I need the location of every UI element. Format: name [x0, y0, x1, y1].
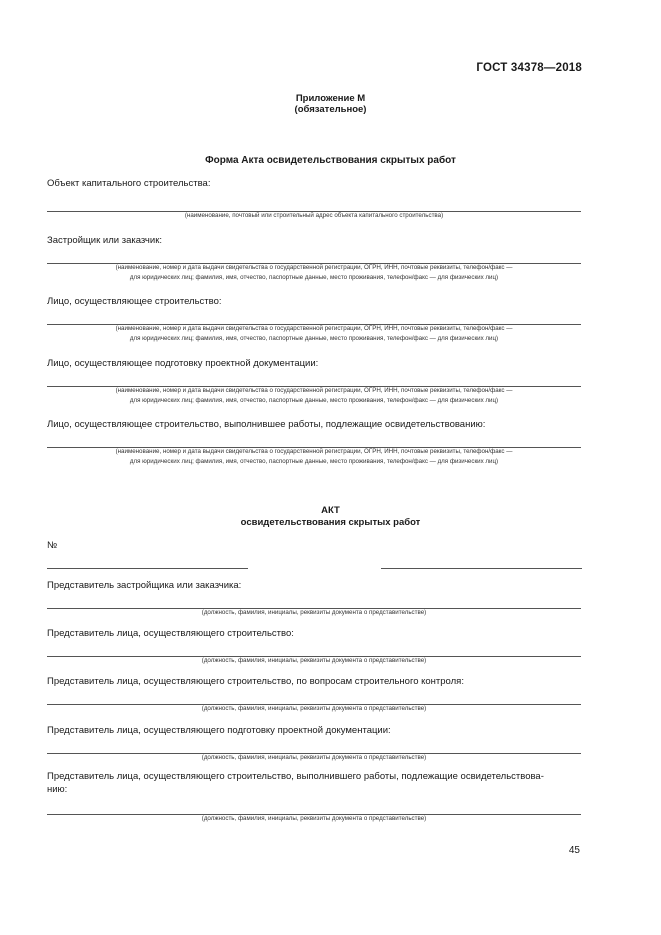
- field-caption-builder-2: для юридических лиц; фамилия, имя, отчество, паспортные данные, место проживания, телефон/факс — для физических лиц): [129, 335, 499, 342]
- rep-caption-designer: (должность, фамилия, инициалы, реквизиты документа о представительстве): [201, 754, 427, 761]
- rep-label-developer: Представитель застройщика или заказчика:: [47, 580, 242, 591]
- field-caption-performer-1: (наименование, номер и дата выдачи свидетельства о государственной регистрации, ОГРН, ИНН, почтовые реквизиты, телефон/факс —: [115, 448, 513, 455]
- standard-number: ГОСТ 34378—2018: [476, 62, 582, 74]
- rep-label-performer-1: Представитель лица, осуществляющего строительство, выполнившего работы, подлежащие освидетельствова-: [47, 771, 544, 782]
- act-date-line[interactable]: [381, 568, 582, 569]
- act-title: АКТ: [321, 505, 340, 516]
- page-number: 45: [568, 845, 580, 856]
- act-number-line[interactable]: [47, 568, 248, 569]
- field-label-designer: Лицо, осуществляющее подготовку проектной документации:: [47, 358, 319, 369]
- rep-caption-builder: (должность, фамилия, инициалы, реквизиты документа о представительстве): [201, 657, 427, 664]
- field-label-builder: Лицо, осуществляющее строительство:: [47, 296, 222, 307]
- form-title: Форма Акта освидетельствования скрытых работ: [205, 155, 456, 166]
- field-caption-builder-1: (наименование, номер и дата выдачи свидетельства о государственной регистрации, ОГРН, ИНН, почтовые реквизиты, телефон/факс —: [115, 325, 513, 332]
- appendix-title: Приложение М: [295, 93, 366, 104]
- rep-label-control: Представитель лица, осуществляющего строительство, по вопросам строительного контроля:: [47, 676, 464, 687]
- field-caption-developer-2: для юридических лиц; фамилия, имя, отчество, паспортные данные, место проживания, телефон/факс — для физических лиц): [129, 274, 499, 281]
- act-number-label: №: [47, 540, 58, 551]
- rep-label-performer-2: нию:: [47, 784, 68, 795]
- appendix-note: (обязательное): [294, 104, 367, 115]
- field-caption-object: (наименование, почтовый или строительный адрес объекта капитального строительства): [184, 212, 444, 219]
- field-label-developer: Застройщик или заказчик:: [47, 235, 162, 246]
- rep-caption-developer: (должность, фамилия, инициалы, реквизиты документа о представительстве): [201, 609, 427, 616]
- rep-caption-control: (должность, фамилия, инициалы, реквизиты документа о представительстве): [201, 705, 427, 712]
- field-caption-designer-2: для юридических лиц; фамилия, имя, отчество, паспортные данные, место проживания, телефон/факс — для физических лиц): [129, 397, 499, 404]
- rep-label-builder: Представитель лица, осуществляющего строительство:: [47, 628, 294, 639]
- rep-label-designer: Представитель лица, осуществляющего подготовку проектной документации:: [47, 725, 391, 736]
- field-caption-developer-1: (наименование, номер и дата выдачи свидетельства о государственной регистрации, ОГРН, ИНН, почтовые реквизиты, телефон/факс —: [115, 264, 513, 271]
- field-caption-designer-1: (наименование, номер и дата выдачи свидетельства о государственной регистрации, ОГРН, ИНН, почтовые реквизиты, телефон/факс —: [115, 387, 513, 394]
- field-label-performer: Лицо, осуществляющее строительство, выполнившее работы, подлежащие освидетельствованию:: [47, 419, 486, 430]
- field-caption-performer-2: для юридических лиц; фамилия, имя, отчество, паспортные данные, место проживания, телефон/факс — для физических лиц): [129, 458, 499, 465]
- act-subtitle: освидетельствования скрытых работ: [240, 517, 421, 528]
- field-label-object: Объект капитального строительства:: [47, 178, 211, 189]
- rep-caption-performer: (должность, фамилия, инициалы, реквизиты документа о представительстве): [201, 815, 427, 822]
